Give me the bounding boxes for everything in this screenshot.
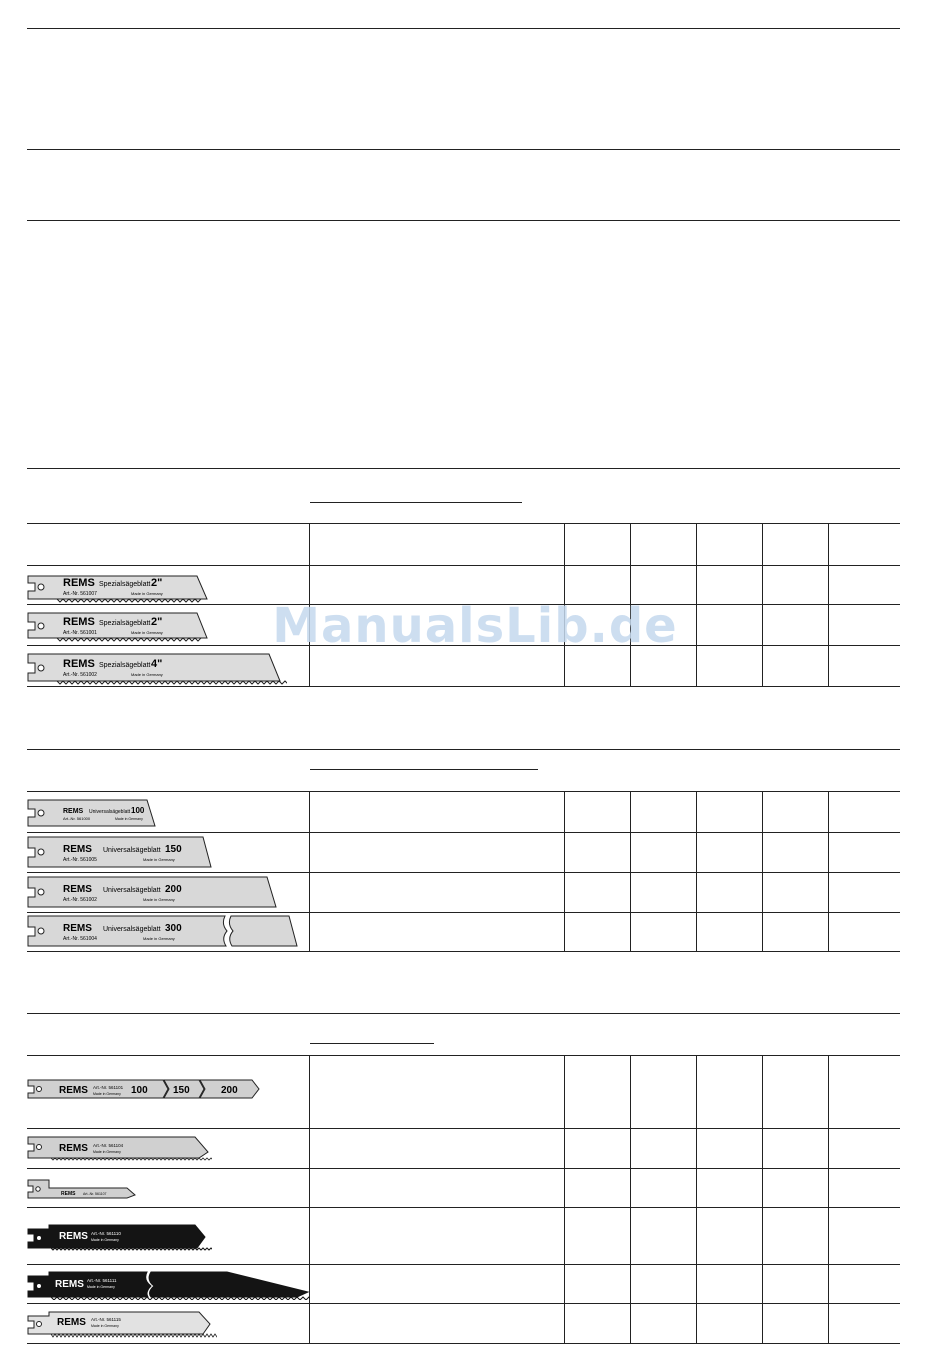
- table-row-rule: [27, 565, 900, 566]
- blade-article-number: Art.-Nr. 561001: [63, 630, 97, 636]
- blade-length-mark: 150: [173, 1085, 190, 1096]
- blade-length-mark: 100: [131, 1085, 148, 1096]
- blade-article-number: Art.-Nr. 561115: [91, 1317, 121, 1322]
- blade-brand: REMS: [63, 844, 92, 855]
- blade-brand: REMS: [57, 1317, 86, 1328]
- table-row-rule: [27, 1128, 900, 1129]
- blade-made-in: Made in Germany: [93, 1092, 121, 1096]
- blade-article-number: Art.-Nr. 561111: [87, 1278, 117, 1283]
- blade-brand: REMS: [59, 1231, 88, 1242]
- blade-image-universal-200: [27, 875, 282, 911]
- blade-brand: REMS: [61, 1191, 76, 1197]
- table-column-divider: [696, 791, 697, 951]
- table-row-rule: [27, 1303, 900, 1304]
- section-other-rule: [27, 1013, 900, 1014]
- table-row-rule: [27, 951, 900, 952]
- blade-image-universal-100: [27, 796, 162, 830]
- blade-article-number: Art.-Nr. 561101: [93, 1085, 124, 1090]
- table-row-rule: [27, 912, 900, 913]
- blade-made-in: Made in Germany: [143, 897, 175, 902]
- blade-size: 200: [165, 884, 182, 895]
- blade-made-in: Made in Germany: [131, 591, 163, 596]
- table-row-rule: [27, 1264, 900, 1265]
- blade-name: Universalsägeblatt: [103, 847, 161, 854]
- blade-article-number: Art.-Nr. 561007: [63, 591, 97, 597]
- top-rule-3: [27, 220, 900, 221]
- table-column-divider: [762, 1055, 763, 1343]
- blade-made-in: Made in Germany: [87, 1285, 115, 1289]
- blade-name: Universalsägeblatt: [103, 887, 161, 894]
- blade-brand: REMS: [63, 884, 92, 895]
- blade-article-number: Art.-Nr. 561107: [83, 1192, 107, 1196]
- blade-image-561104: [27, 1134, 212, 1162]
- top-rule-2: [27, 149, 900, 150]
- table-column-divider: [696, 1055, 697, 1343]
- table-column-divider: [762, 791, 763, 951]
- table-header-rule: [27, 523, 900, 524]
- blade-made-in: Made in Germany: [91, 1238, 119, 1242]
- table-row-rule: [27, 832, 900, 833]
- table-column-divider: [828, 791, 829, 951]
- blade-brand: REMS: [55, 1279, 84, 1290]
- table-row-rule: [27, 1055, 900, 1056]
- section-other-heading-underline: [310, 1043, 434, 1044]
- blade-made-in: Made in Germany: [143, 936, 175, 941]
- blade-name: Spezialsägeblatt: [99, 581, 151, 588]
- blade-name: Universalsägeblatt: [103, 926, 161, 933]
- blade-brand: REMS: [63, 577, 95, 589]
- table-column-divider: [630, 791, 631, 951]
- table-column-divider: [309, 791, 310, 951]
- section-universal-heading-underline: [310, 769, 538, 770]
- blade-image-universal-150: [27, 835, 217, 871]
- blade-article-number: Art.-Nr. 561004: [63, 936, 97, 942]
- table-row-rule: [27, 1207, 900, 1208]
- top-rule-1: [27, 28, 900, 29]
- blade-article-number: Art.-Nr. 561005: [63, 857, 97, 863]
- table-row-rule: [27, 1168, 900, 1169]
- blade-size: 2": [151, 577, 163, 589]
- table-column-divider: [630, 1055, 631, 1343]
- blade-name: Spezialsägeblatt: [99, 620, 151, 627]
- blade-brand: REMS: [59, 1143, 88, 1154]
- blade-brand: REMS: [63, 923, 92, 934]
- blade-name: Universalsägeblatt: [89, 809, 131, 815]
- blade-size: 300: [165, 923, 182, 934]
- blade-image-561110: [27, 1223, 212, 1251]
- blade-size: 4": [151, 658, 163, 670]
- blade-image-561101: [27, 1077, 267, 1103]
- blade-size: 100: [131, 806, 145, 815]
- blade-image-561115: [27, 1310, 217, 1340]
- blade-brand: REMS: [63, 658, 95, 670]
- blade-made-in: Made in Germany: [131, 630, 163, 635]
- blade-article-number: Art.-Nr. 561000: [63, 816, 91, 821]
- section-special-heading-underline: [310, 502, 522, 503]
- blade-brand: REMS: [63, 808, 84, 815]
- blade-image-universal-300: [27, 914, 302, 950]
- blade-brand: REMS: [59, 1085, 88, 1096]
- blade-image-561107: [27, 1178, 142, 1200]
- table-column-divider: [564, 1055, 565, 1343]
- blade-article-number: Art.-Nr. 561110: [91, 1231, 121, 1236]
- blade-image-561111: [27, 1270, 310, 1300]
- blade-article-number: Art.-Nr. 561104: [93, 1143, 124, 1148]
- table-row-rule: [27, 1343, 900, 1344]
- table-row-rule: [27, 686, 900, 687]
- blade-made-in: Made in Germany: [115, 817, 143, 821]
- blade-size: 2": [151, 616, 163, 628]
- blade-made-in: Made in Germany: [91, 1324, 119, 1328]
- blade-article-number: Art.-Nr. 561002: [63, 672, 97, 678]
- table-row-rule: [27, 791, 900, 792]
- blade-size: 150: [165, 844, 182, 855]
- blade-name: Spezialsägeblatt: [99, 662, 151, 669]
- section-special-rule: [27, 468, 900, 469]
- section-universal-rule: [27, 749, 900, 750]
- blade-made-in: Made in Germany: [143, 857, 175, 862]
- watermark: ManualsLib.de: [272, 598, 678, 654]
- table-row-rule: [27, 872, 900, 873]
- table-column-divider: [828, 1055, 829, 1343]
- blade-length-mark: 200: [221, 1085, 238, 1096]
- table-column-divider: [564, 791, 565, 951]
- blade-brand: REMS: [63, 616, 95, 628]
- blade-made-in: Made in Germany: [131, 672, 163, 677]
- blade-article-number: Art.-Nr. 561002: [63, 897, 97, 903]
- blade-made-in: Made in Germany: [93, 1150, 121, 1154]
